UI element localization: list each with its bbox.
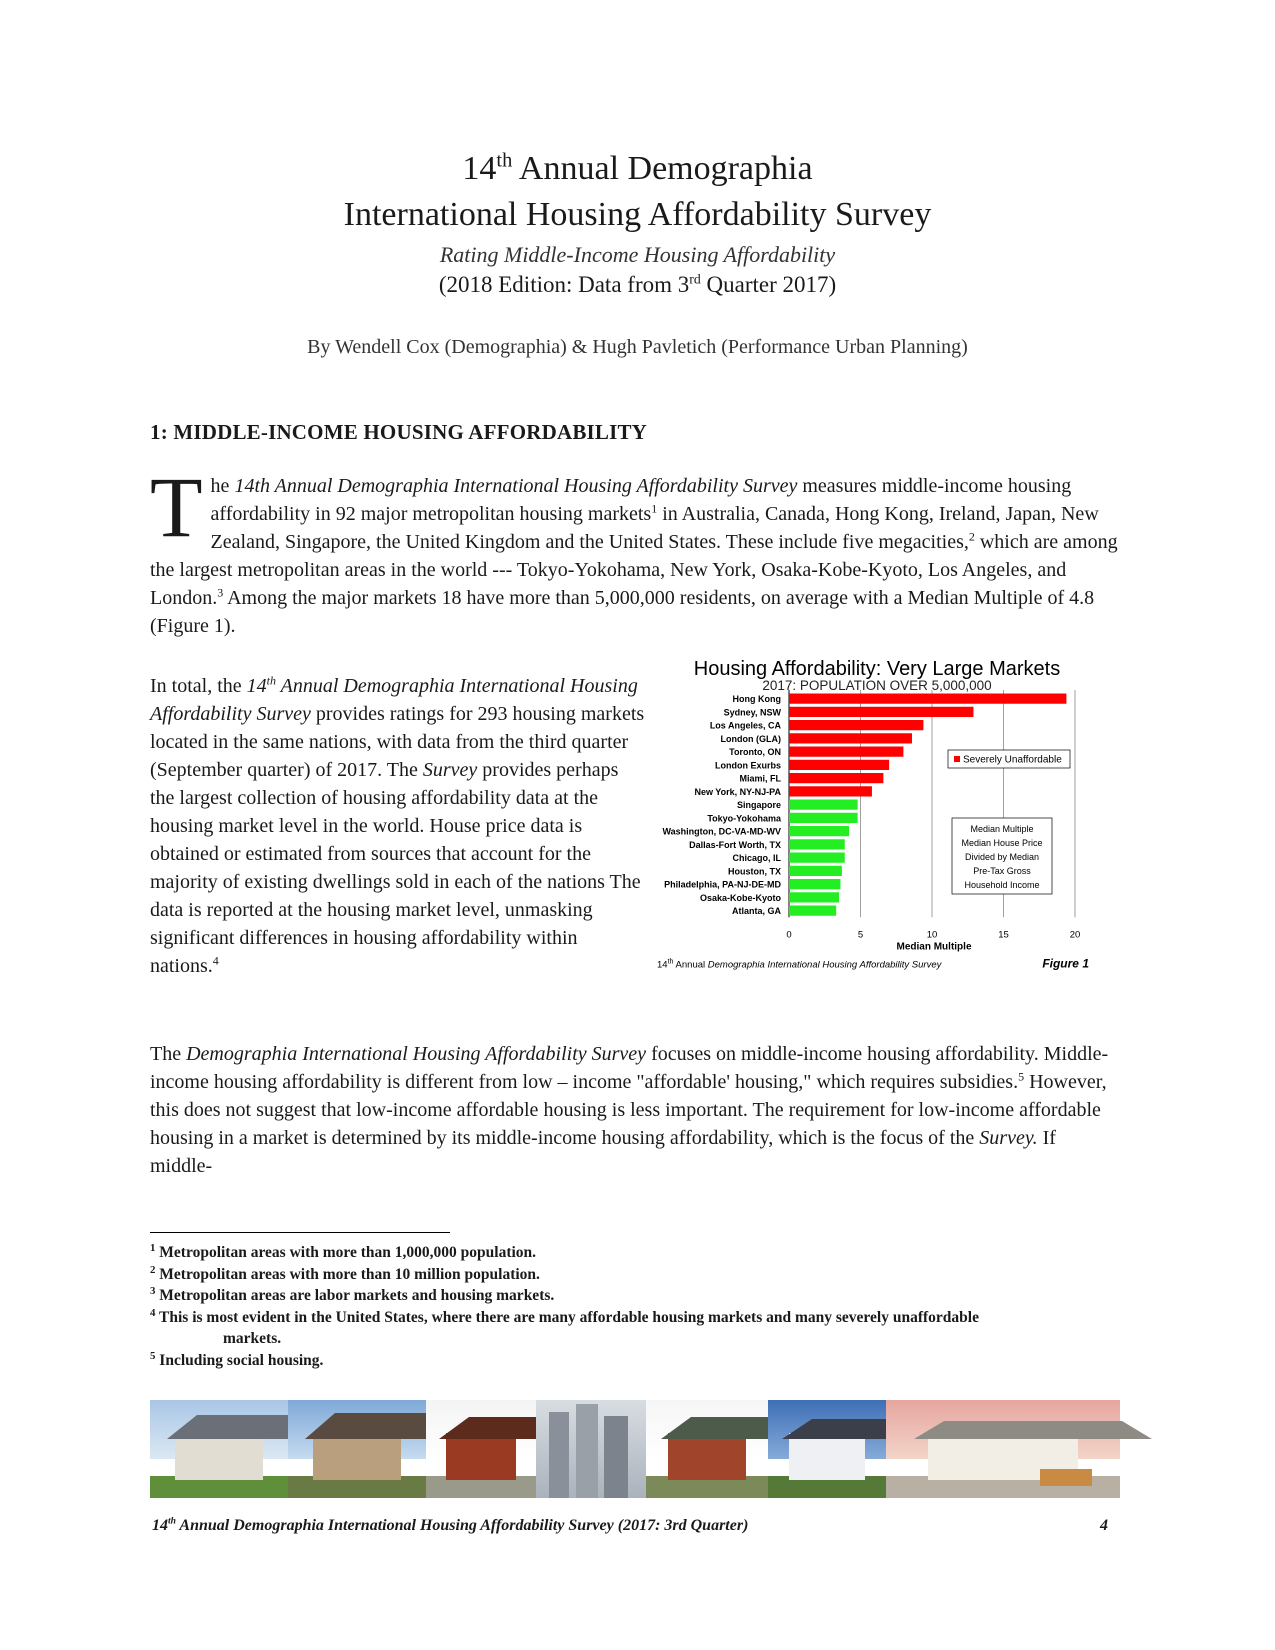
x-tick-label: 10: [926, 929, 938, 941]
footnote-4: $^4$ This is most evident in the United States, where there are many affordable housing markets and many severely unaffordable: [150, 1306, 979, 1326]
doc-edition: (2018 Edition: Data from 3rd Quarter 2017): [438, 271, 837, 297]
bar: [789, 839, 845, 849]
category-label: Houston, TX: [728, 866, 781, 877]
category-label: Chicago, IL: [732, 853, 781, 864]
note-line: Divided by Median: [964, 852, 1040, 862]
bar: [789, 853, 845, 863]
bar: [789, 813, 858, 823]
doc-byline: By Wendell Cox (Demographia) & Hugh Pavletich (Performance Urban Planning): [307, 336, 968, 358]
figure-1-chart: [657, 658, 1100, 978]
category-label: New York, NY-NJ-PA: [694, 786, 781, 797]
paragraph-2: In total, the 14th Annual Demographia International Housing Affordability Survey provides ratings for 293 housing markets located in the same nations, with data from the third quarter (September quarter) of 2017. The Survey provides perhaps the largest collection of housing affordability data at the housing market level in the world. House price data is obtained or estimated from sources that account for the majority of existing dwellings sold in each of the nations The data is reported at the housing market level, unmasking significant differences in housing affordability within nations.$^4$: [150, 673, 645, 977]
footnote-5: $^5$ Including social housing.: [150, 1349, 324, 1369]
x-tick-label: 0: [786, 929, 792, 941]
house-photo: [426, 1400, 536, 1498]
drop-cap: T: [150, 459, 203, 555]
bar: [789, 879, 840, 889]
house-photo: [150, 1400, 288, 1498]
doc-title-line1: 14th Annual Demographia: [462, 149, 813, 187]
house-photo: [886, 1400, 1120, 1498]
category-label: Philadelphia, PA-NJ-DE-MD: [664, 879, 781, 890]
paragraph-1: The 14th Annual Demographia International Housing Affordability Survey measures middle-income housing affordability in 92 major metropolitan housing markets$^1$ in Australia, Canada, Hong Kong, Ireland, Japan, New Zealand, Singapore, the United Kingdom and the United States. These include five megacities,$^2$ which are among the largest metropolitan areas in the world --- Tokyo-Yokohama, New York, Osaka-Kobe-Kyoto, Los Angeles, and London.$^3$ Among the major markets 18 have more than 5,000,000 residents, on average with a Median Multiple of 4.8 (Figure 1).: [150, 459, 1118, 637]
bar: [789, 892, 839, 902]
legend-swatch: [954, 756, 960, 762]
chart-x-label: Median Multiple: [896, 941, 972, 953]
chart-source: 14th Annual Demographia International Housing Affordability Survey: [657, 958, 942, 971]
category-label: London (GLA): [720, 733, 781, 744]
category-label: Singapore: [736, 800, 781, 811]
category-label: Toronto, ON: [729, 747, 781, 758]
chart-legend: [948, 750, 1070, 768]
footnote-ref: 4: [212, 953, 219, 968]
chart-category-labels: [663, 694, 782, 916]
bar: [789, 747, 903, 757]
bar: [789, 720, 923, 730]
category-label: Hong Kong: [732, 694, 781, 705]
category-label: London Exurbs: [715, 760, 781, 771]
category-label: Washington, DC-VA-MD-WV: [662, 826, 781, 837]
doc-title-line2: International Housing Affordability Survey: [343, 196, 932, 233]
section-heading: 1: MIDDLE-INCOME HOUSING AFFORDABILITY: [150, 420, 648, 444]
bar: [789, 786, 872, 796]
category-label: Atlanta, GA: [731, 906, 781, 917]
house-photo: [768, 1400, 886, 1498]
category-label: Osaka-Kobe-Kyoto: [699, 892, 781, 903]
note-line: Pre-Tax Gross: [973, 866, 1031, 876]
footnote-ref: 3: [217, 585, 224, 600]
paragraph-3: The Demographia International Housing Affordability Survey focuses on middle-income housing affordability. Middle-income housing affordability is different from low – income "affordable' housing," which requires subsidies.$^5$ However, this does not suggest that low-income affordable housing is less important. The requirement for low-income affordable housing in a market is determined by its middle-income housing affordability, which is the focus of the Survey. If middle-: [150, 1043, 1109, 1177]
chart-x-ticks: [786, 929, 1080, 940]
footnote-ref: 5: [1018, 1069, 1025, 1084]
footnote-2: $^2$ Metropolitan areas with more than 10 million population.: [150, 1263, 540, 1283]
chart-title: Housing Affordability: Very Large Markets: [693, 658, 1061, 680]
doc-subtitle: Rating Middle-Income Housing Affordability: [439, 242, 836, 267]
bar: [789, 866, 842, 876]
legend-label: Severely Unaffordable: [963, 754, 1062, 766]
footnote-4-continued: markets.: [223, 1330, 282, 1347]
chart-subtitle: 2017: POPULATION OVER 5,000,000: [762, 678, 992, 693]
x-tick-label: 20: [1069, 929, 1081, 941]
note-line: Household Income: [964, 880, 1040, 890]
x-tick-label: 15: [998, 929, 1009, 941]
footnote-separator: [150, 1232, 450, 1233]
page-footer: 14th Annual Demographia International Housing Affordability Survey (2017: 3rd Quarter): [152, 1515, 749, 1534]
house-photo: [288, 1400, 426, 1498]
bar: [789, 826, 849, 836]
category-label: Los Angeles, CA: [709, 720, 781, 731]
note-line: Median Multiple: [970, 824, 1034, 834]
bar: [789, 733, 912, 743]
category-label: Sydney, NSW: [723, 707, 781, 718]
note-line: Median House Price: [961, 838, 1043, 848]
footnote-ref: 1: [651, 501, 658, 516]
category-label: Miami, FL: [739, 773, 781, 784]
bar: [789, 773, 883, 783]
bar: [789, 800, 858, 810]
category-label: Dallas-Fort Worth, TX: [689, 839, 781, 850]
figure-label: Figure 1: [1042, 956, 1089, 971]
tower-photo: [536, 1400, 646, 1498]
house-photo-strip: [150, 1400, 1120, 1498]
house-photo: [646, 1400, 768, 1498]
bar: [789, 760, 889, 770]
footnote-3: $^3$ Metropolitan areas are labor markets and housing markets.: [150, 1284, 555, 1304]
footnote-1: $^1$ Metropolitan areas with more than 1,000,000 population.: [150, 1241, 537, 1261]
bar: [789, 707, 973, 717]
bar: [789, 694, 1066, 704]
chart-note-box: [952, 818, 1052, 894]
page-number: 4: [1100, 1517, 1108, 1534]
category-label: Tokyo-Yokohama: [707, 813, 781, 824]
footnotes: [150, 1242, 1110, 1371]
x-tick-label: 5: [857, 929, 864, 941]
footnote-ref: 2: [968, 529, 975, 544]
bar: [789, 906, 836, 916]
